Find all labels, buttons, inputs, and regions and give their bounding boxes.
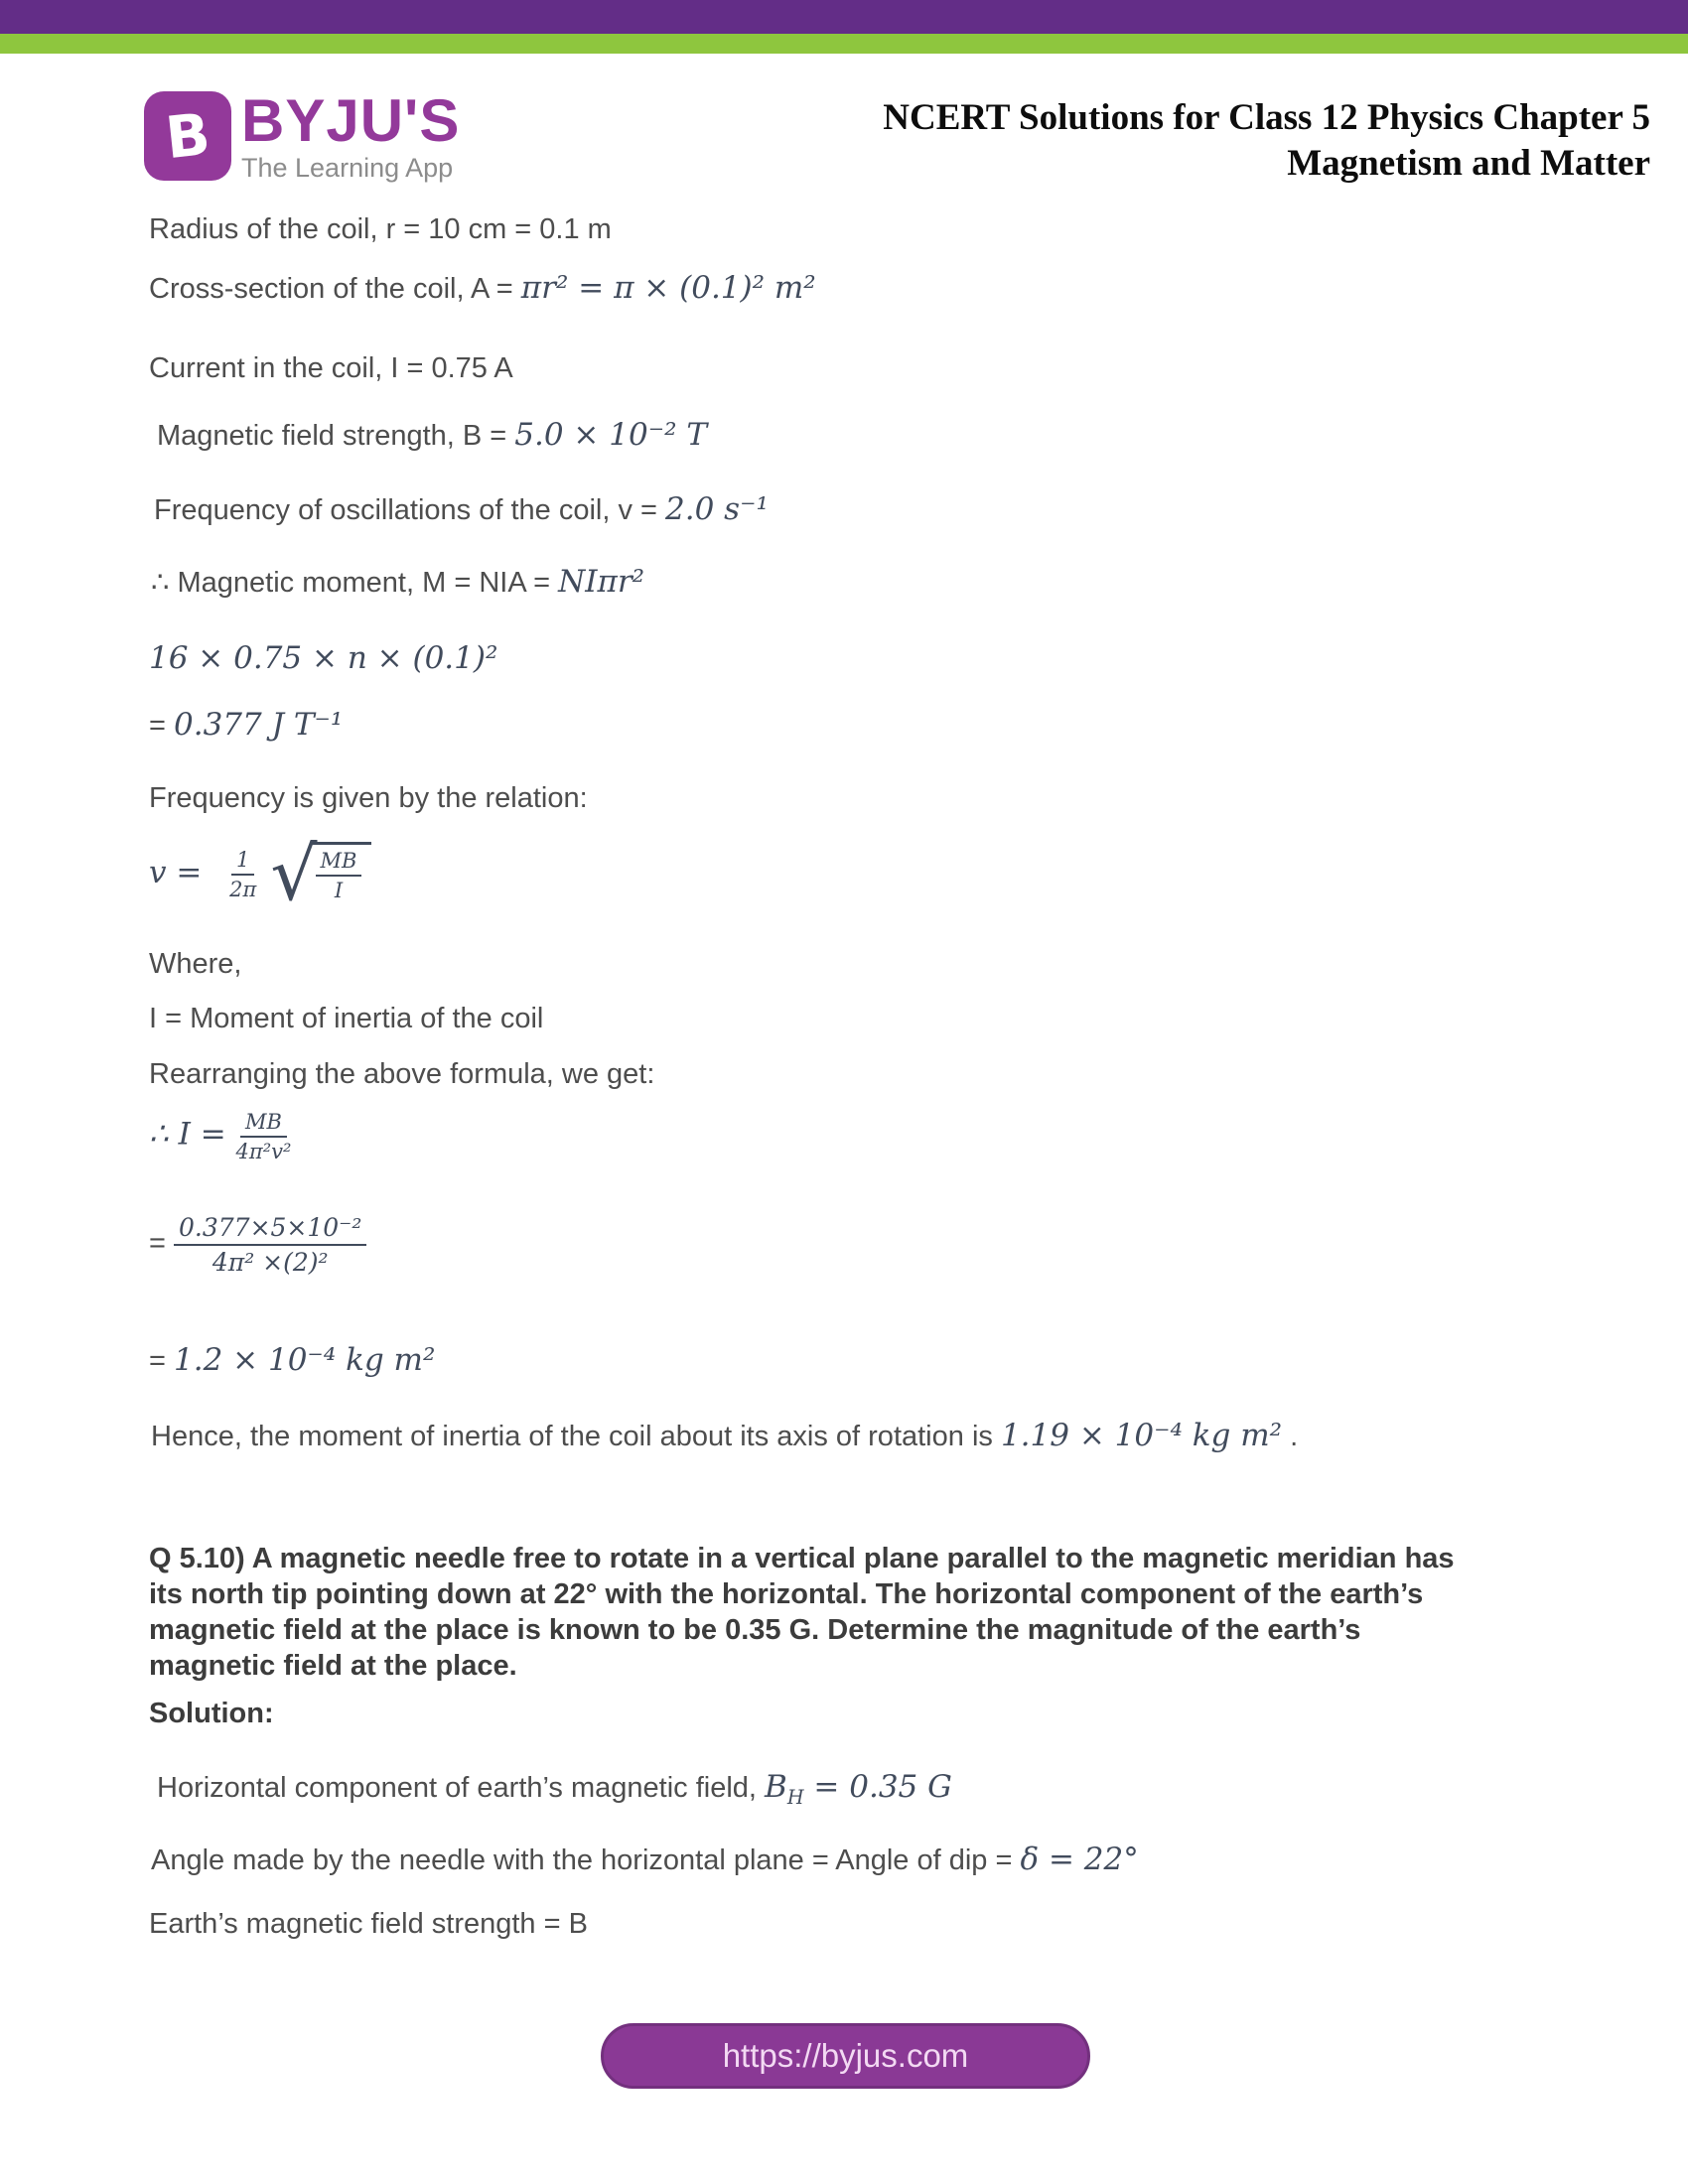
equation-substitution: = $\frac{\text{0.377×5×10⁻²}}{\text{4π² ×(2)²}}$ [149, 1213, 366, 1277]
square-root [270, 832, 371, 917]
question-line-1: Q 5.10) A magnetic needle free to rotate in a vertical plane parallel to the magnetic meridian has [149, 1543, 1455, 1574]
line-rearranging: Rearranging the above formula, we get: [149, 1058, 655, 1090]
page-title [883, 95, 1650, 187]
line-cross-section: Cross-section of the coil, A = πr² = π × (0.1)² m² [149, 270, 816, 306]
footer-url-label: https://byjus.com [722, 2037, 969, 2074]
footer-link-button[interactable] [601, 2023, 1090, 2089]
line-hence-conclusion: Hence, the moment of inertia of the coil about its axis of rotation is 1.19 × 10⁻⁴ kg m² . [151, 1418, 1299, 1453]
equation-inertia-lhs: I = [168, 1116, 236, 1153]
line-field-strength: Magnetic field strength, B = 5.0 × 10⁻² T [157, 417, 708, 453]
byjus-brand-name: BYJU'S [241, 87, 461, 154]
page-title-line2: Magnetism and Matter [1287, 143, 1650, 184]
equation-inertia [149, 1110, 291, 1163]
page-title-line1: NCERT Solutions for Class 12 Physics Chapter 5 [883, 97, 1650, 138]
byjus-logo-text [241, 87, 461, 184]
byjus-logo-icon [144, 91, 231, 181]
question-line-2: its north tip pointing down at 22° with the horizontal. The horizontal component of the earth’s [149, 1578, 1424, 1610]
line-earth-field: Earth’s magnetic field strength = B [149, 1908, 588, 1940]
header-green-bar [0, 34, 1688, 54]
line-result-inertia: = 1.2 × 10⁻⁴ kg m² [149, 1342, 436, 1378]
line-radius: Radius of the coil, r = 10 cm = 0.1 m [149, 213, 612, 245]
result-moment-math: 0.377 J T⁻¹ [174, 707, 344, 743]
line-frequency: Frequency of oscillations of the coil, v = 2.0 s⁻¹ [154, 491, 769, 527]
result-inertia-math: 1.2 × 10⁻⁴ kg m² [174, 1342, 436, 1378]
byjus-b-glyph: B [162, 99, 213, 173]
hence-math: 1.19 × 10⁻⁴ kg m² [1000, 1418, 1283, 1453]
solution-label: Solution: [149, 1698, 274, 1729]
field-strength-math: 5.0 × 10⁻² T [514, 417, 708, 453]
line-horizontal-component: Horizontal component of earth’s magnetic field, $B_H = 0.35$ G [157, 1769, 952, 1810]
line-angle-of-dip: Angle made by the needle with the horizontal plane = Angle of dip = δ = 22° [151, 1842, 1139, 1877]
horizontal-component-math: $B_H = 0.35$ G [765, 1769, 952, 1810]
frequency-math: 2.0 s⁻¹ [665, 491, 769, 527]
fraction-substituted-values: $\frac{\text{0.377×5×10⁻²}}{\text{4π² ×(2)²}}$ [174, 1213, 366, 1277]
question-5-10 [149, 1541, 1559, 1684]
angle-of-dip-math: δ = 22° [1020, 1842, 1139, 1877]
header-purple-bar [0, 0, 1688, 34]
line-result-moment: = 0.377 J T⁻¹ [149, 707, 344, 743]
question-line-3: magnetic field at the place is known to be 0.35 G. Determine the magnitude of the earth’s [149, 1614, 1361, 1646]
therefore-symbol: ∴ [149, 1116, 169, 1153]
equals-sign [211, 855, 221, 890]
magnetic-moment-math: NIπr² [558, 564, 645, 600]
line-relation-sentence: Frequency is given by the relation: [149, 782, 588, 814]
cross-section-math: πr² = π × (0.1)² m² [520, 270, 816, 306]
fraction-MB-over-I: $\frac{MB}{I}$ [316, 849, 362, 902]
fraction-one-over-2pi: $\frac{1}{2\pi}$ [229, 848, 257, 902]
line-calculation [149, 640, 497, 676]
equation-frequency-lhs: v = [149, 854, 212, 890]
subscript-H: H [786, 1786, 804, 1810]
byjus-tagline: The Learning App [241, 153, 454, 183]
line-current: Current in the coil, I = 0.75 A [149, 352, 513, 384]
line-where: Where, [149, 948, 242, 980]
line-inertia-definition: I = Moment of inertia of the coil [149, 1003, 544, 1034]
line-magnetic-moment: ∴ Magnetic moment, M = NIA = NIπr² [151, 564, 645, 600]
fraction-MB-over-4pi2v2: $\frac{MB}{\text{4π²v²}}$ [235, 1110, 292, 1163]
byjus-logo [144, 87, 461, 184]
radical-symbol: √ [270, 832, 318, 917]
calculation-math: 16 × 0.75 × n × (0.1)² [149, 640, 498, 676]
equation-frequency [149, 832, 371, 917]
question-line-4: magnetic field at the place. [149, 1650, 517, 1682]
